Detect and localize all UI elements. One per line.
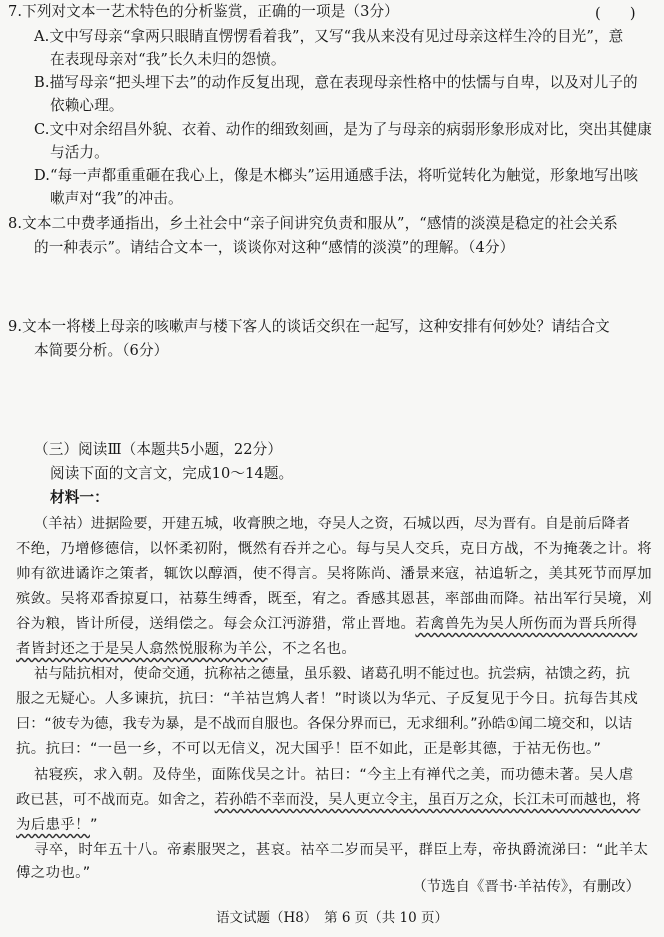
material-label: 材料一： — [50, 489, 109, 506]
passage-p1-line5 — [16, 614, 637, 634]
q7-option-b-line1: B.描写母亲“把头埋下去”的动作反复出现，意在表现母亲性格中的怯懦与自卑，以及对儿子的 — [34, 74, 638, 91]
q7-option-c-line1: C.文中对余绍昌外貌、衣着、动作的细致刻画，是为了与母亲的病弱形象形成对比，突出其健康 — [34, 121, 652, 138]
q8-line1: 8.文本二中费孝通指出，乡土社会中“亲子间讲究负责和服从”，“感情的淡漠是稳定的社会关系 — [8, 215, 618, 232]
passage-p2-line3: 曰：“彼专为德，我专为暴，是不战而自服也。各保分界而已，无求细利。”孙皓①闻二境交和，以诘 — [16, 716, 633, 732]
passage-underlined-sentence-c-end: 为后患乎！ — [16, 817, 90, 833]
passage-p1-line5-text: 谷为粮，皆计所侵，送绢偿之。每会众江沔游猎，常止晋地。 — [16, 616, 416, 632]
passage-underlined-sentence-a: 若禽兽先为吴人所伤而为晋兵所得 — [415, 616, 638, 632]
passage-p3-line2 — [16, 790, 640, 810]
q7-option-c-line2: 与活力。 — [50, 144, 109, 161]
page-footer: 语文试题（H8） 第 6 页（共 10 页） — [215, 910, 449, 926]
q8-line2: 的一种表示”。请结合文本一，谈谈你对这种“感情的淡漠”的理解。（4分） — [34, 239, 515, 256]
section3-heading: （三）阅读Ⅲ（本题共5小题，22分） — [34, 441, 283, 458]
passage-p3-line2-head: 政已甚，可不战而克。如舍之， — [16, 792, 215, 808]
passage-p3-line1: 祜寝疾，求入朝。及侍坐，面陈伐吴之计。祜曰：“今主上有禅代之美，而功德未著。吴人虐 — [34, 767, 634, 783]
passage-p1-line3: 帅有欲进谲诈之策者，辄饮以醇酒，使不得言。吴将陈尚、潘景来寇，祜追斩之，美其死节而厚加 — [16, 566, 652, 582]
passage-p1-line1: （羊祜）进据险要，开建五城，收膏腴之地，夺吴人之资，石城以西，尽为晋有。自是前后降者 — [34, 516, 630, 532]
passage-p1-tail: ，不之名也。 — [267, 641, 357, 657]
passage-p1-line2: 不绝，乃增修德信，以怀柔初附，慨然有吞并之心。每与吴人交兵，克日方战，不为掩袭之计。将 — [16, 541, 652, 557]
q7-answer-box: ( ) — [595, 5, 636, 22]
q7-stem: 7.下列对文本一艺术特色的分析鉴赏，正确的一项是（3分） — [8, 3, 399, 20]
passage-p2-line4: 抗。抗曰：“一邑一乡，不可以无信义，况大国乎！臣不如此，正是彰其德，于祜无伤也。” — [16, 741, 602, 757]
q7-option-a-line2: 在表现母亲对“我”长久未归的怨愤。 — [50, 51, 286, 68]
passage-p3-line3-tail: ” — [89, 817, 98, 833]
q9-line1: 9.文本一将楼上母亲的咳嗽声与楼下客人的谈话交织在一起写，这种安排有何妙处？请结合文 — [8, 318, 610, 335]
passage-p4-line2: 傅之功也。” — [16, 865, 91, 881]
passage-p2-line1: 祜与陆抗相对，使命交通，抗称祜之德量，虽乐毅、诸葛孔明不能过也。抗尝病，祜馈之药，抗 — [34, 666, 630, 682]
passage-p3-line3 — [16, 815, 98, 835]
q7-option-b-line2: 依赖心理。 — [50, 97, 124, 114]
passage-p2-line2: 服之无疑心。人多谏抗，抗曰：“羊祜岂鸩人者！”时谈以为华元、子反复见于今日。抗每告其戍 — [16, 691, 639, 707]
passage-underlined-sentence-c: 若孙皓不幸而没，吴人更立令主，虽百万之众，长江未可而越也，将 — [214, 792, 641, 808]
section3-instruction: 阅读下面的文言文，完成10～14题。 — [50, 465, 294, 482]
passage-p1-line4: 殡敛。吴将邓香掠夏口，祜募生缚香，既至，宥之。香感其恩甚，率部曲而降。祜出军行吴境，刈 — [16, 591, 652, 607]
passage-p4-line1: 寻卒，时年五十八。帝素服哭之，甚哀。祜卒二岁而吴平，群臣上寿，帝执爵流涕曰：“此羊太 — [34, 842, 649, 858]
q7-option-d-line2: 嗽声对“我”的冲击。 — [50, 190, 183, 207]
q7-option-a-line1: A.文中写母亲“拿两只眼睛直愣愣看着我”，又写“我从来没有见过母亲这样生冷的目光”，意 — [34, 28, 624, 45]
q7-option-d-line1: D.“每一声都重重砸在我心上，像是木榔头”运用通感手法，将听觉转化为触觉，形象地写出咳 — [34, 167, 639, 184]
q9-line2: 本简要分析。（6分） — [34, 342, 169, 359]
passage-underlined-sentence-b: 者皆封还之于是吴人翕然悦服称为羊公 — [16, 641, 268, 657]
passage-source: （节选自《晋书·羊祜传》，有删改） — [412, 879, 640, 895]
passage-p1-line6 — [16, 639, 356, 659]
